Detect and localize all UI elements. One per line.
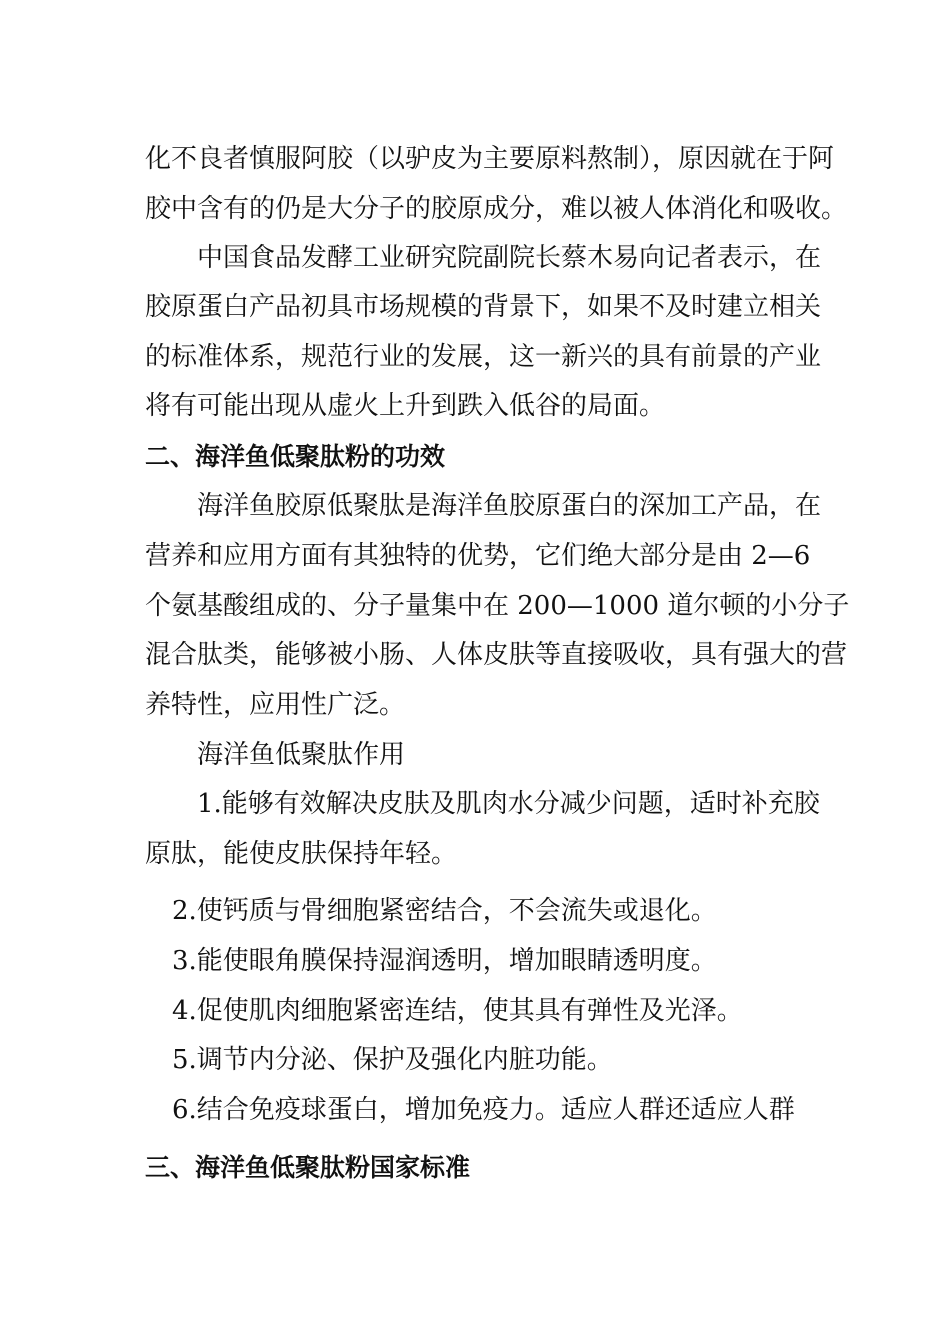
effect-item: 3.能使眼角膜保持湿润透明，增加眼睛透明度。 (172, 946, 717, 976)
text-line: 海洋鱼胶原低聚肽是海洋鱼胶原蛋白的深加工产品，在 (197, 491, 822, 521)
effect-item: 2.使钙质与骨细胞紧密结合，不会流失或退化。 (172, 896, 717, 926)
text-line: 中国食品发酵工业研究院副院长蔡木易向记者表示，在 (197, 243, 822, 273)
effect-item: 5.调节内分泌、保护及强化内脏功能。 (172, 1045, 613, 1075)
text-line: 原肽，能使皮肤保持年轻。 (145, 839, 458, 869)
text-line: 的标准体系，规范行业的发展，这一新兴的具有前景的产业 (145, 342, 822, 372)
text-line: 养特性，应用性广泛。 (145, 690, 406, 720)
subheading-effects: 海洋鱼低聚肽作用 (197, 740, 406, 770)
section-heading-2: 二、海洋鱼低聚肽粉的功效 (145, 442, 446, 471)
text-line: 胶原蛋白产品初具市场规模的背景下，如果不及时建立相关 (145, 292, 822, 322)
text-line: 个氨基酸组成的、分子量集中在 200—1000 道尔顿的小分子 (145, 591, 850, 621)
text-line: 混合肽类，能够被小肠、人体皮肤等直接吸收，具有强大的营 (145, 640, 848, 670)
effect-item: 4.促使肌肉细胞紧密连结，使其具有弹性及光泽。 (172, 996, 743, 1026)
section-heading-3: 三、海洋鱼低聚肽粉国家标准 (145, 1153, 471, 1182)
text-line: 将有可能出现从虚火上升到跌入低谷的局面。 (145, 391, 666, 421)
effect-item: 6.结合免疫球蛋白，增加免疫力。适应人群还适应人群 (172, 1095, 795, 1125)
text-line: 化不良者慎服阿胶（以驴皮为主要原料熬制），原因就在于阿 (145, 144, 835, 174)
text-line: 营养和应用方面有其独特的优势，它们绝大部分是由 2—6 (145, 541, 811, 571)
text-line: 胶中含有的仍是大分子的胶原成分，难以被人体消化和吸收。 (145, 194, 848, 224)
text-line: 1.能够有效解决皮肤及肌肉水分减少问题，适时补充胶 (197, 789, 820, 819)
